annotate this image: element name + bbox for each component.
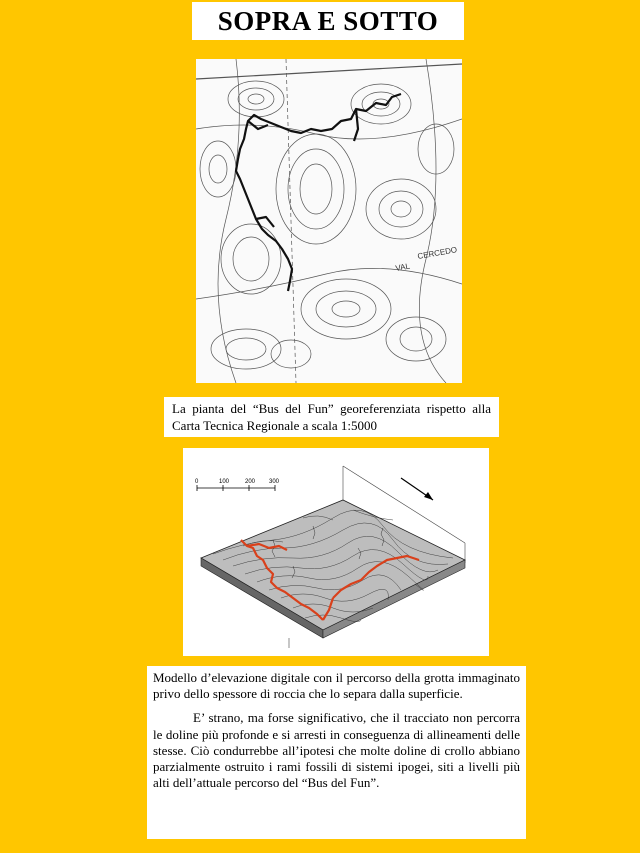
cave-map-figure [196,59,462,383]
title-box [192,2,464,40]
contour-map-drawing [196,59,462,383]
text-box [147,666,526,839]
page-title: SOPRA E SOTTO [217,5,439,36]
dem-caption: Modello d’elevazione digitale con il percorso della grotta immaginato privo dello spessore di roccia che lo separa dalla superficie. [153,670,520,702]
scale-label-300: 300 [269,479,280,485]
map-label-val: VAL [394,261,411,273]
dem-figure [183,448,489,656]
elevation-model-drawing [183,448,489,656]
scale-label-100: 100 [219,479,230,485]
map-caption: La pianta del “Bus del Fun” georeferenziata rispetto alla Carta Tecnica Regionale a scala 1:5000 [164,397,499,437]
scale-label-200: 200 [245,479,256,485]
body-paragraph: E’ strano, ma forse significativo, che il tracciato non percorra le doline più profonde e si arresti in conseguenza di allineamenti delle stesse. Ciò condurrebbe all’ipotesi che molte doline di crollo abbiano parzialmente ostruito i rami fossili di sistemi ipogei, siti a livelli più alti dell’attuale percorso del “Bus del Fun”. [153,710,520,791]
scale-label-0: 0 [195,479,199,485]
map-label-cercedo: CERCEDO [416,245,458,261]
